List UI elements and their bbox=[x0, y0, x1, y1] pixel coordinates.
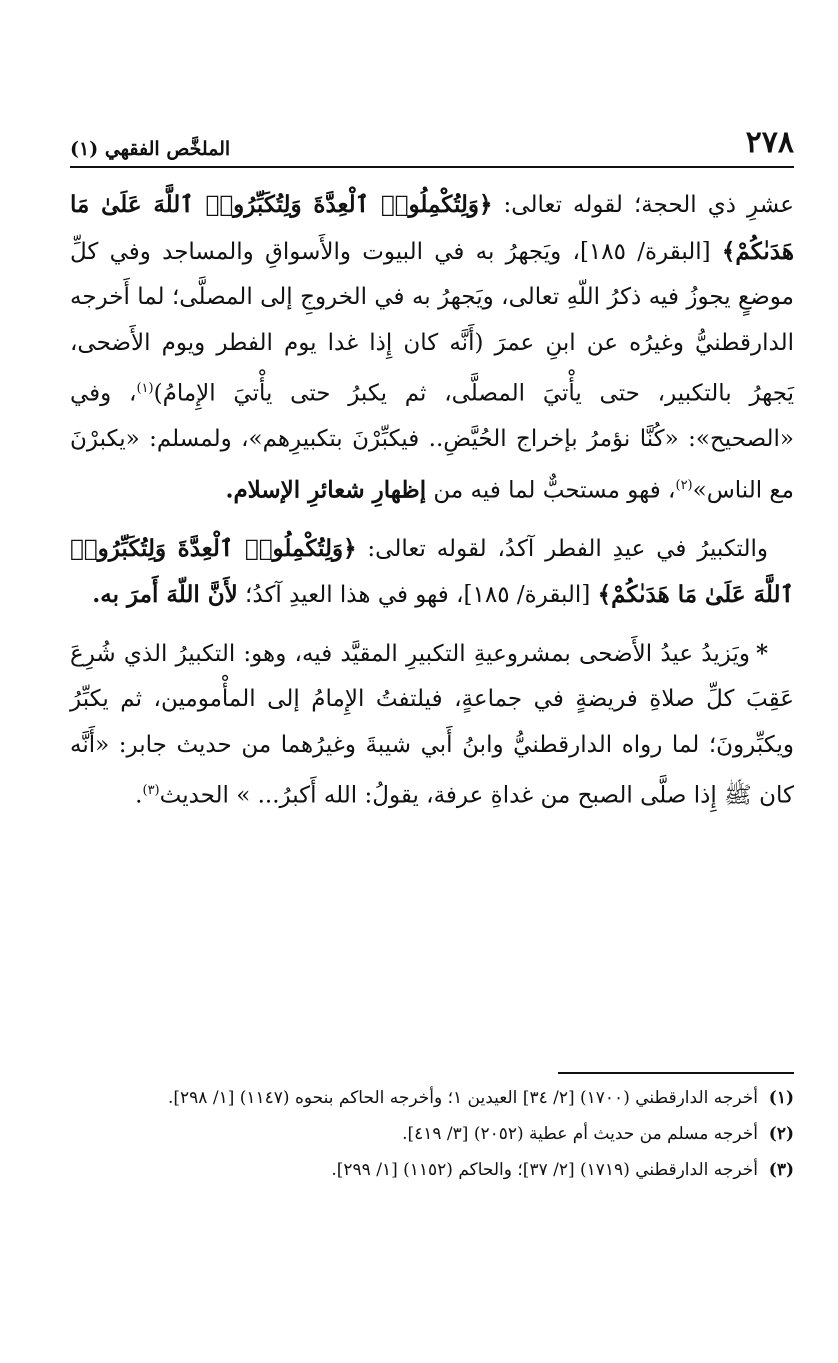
footnote-number: (٢) bbox=[768, 1124, 794, 1144]
paragraph-1-text-d: ، فهو مستحبٌّ لما فيه من bbox=[426, 477, 676, 504]
footnote-text: أخرجه مسلم من حديث أم عطية (٢٠٥٢) [٣/ ٤١٩]. bbox=[402, 1124, 758, 1144]
running-title: الملخَّص الفقهي (١) bbox=[70, 138, 231, 160]
footnote-2 bbox=[70, 1116, 794, 1152]
paragraph-1-text-a: عشرِ ذي الحجة؛ لقوله تعالى: bbox=[492, 192, 794, 218]
paragraph-2 bbox=[70, 526, 794, 619]
paragraph-1-text-b: [البقرة/ ١٨٥]، ويَجهرُ به في البيوت والأَسواقِ والمساجد وفي كلِّ موضعٍ يجوزُ فيه ذكرُ اللّهِ تعالى، ويَجهرُ به في الخروجِ إلى المصلَّى؛ لما أَخرجه الدارقطنيُّ وغيرُه عن ابنِ عمرَ (أَنَّه كان إِذا غدا يوم الفطر ويوم الأَضحى، يَجهرُ بالتكبير، حتى يأْتيَ المصلَّى، ثم يكبرُ حتى يأْتيَ الإِمامُ) bbox=[70, 238, 794, 407]
footnotes bbox=[70, 1080, 794, 1188]
paragraph-3-text-a: ويَزيدُ عيدُ الأَضحى بمشروعيةِ التكبيرِ المقيَّد فيه، وهو: التكبيرُ الذي شُرِعَ عَقِبَ كلِّ صلاةِ فريضةٍ في جماعةٍ، فيلتفتُ الإِمامُ إلى المأْمومين، ثم يكبِّرُ ويكبِّرونَ؛ لما رواه الدارقطنيُّ وابنُ أَبي شيبةَ وغيرُهما من حديث جابر: «أَنَّه كان ﷺ إِذا صلَّى الصبح من غداةِ عرفة، يقولُ: الله أَكبرُ... » الحديث bbox=[70, 640, 794, 809]
paragraph-3 bbox=[70, 631, 794, 820]
paragraph-1-text-c: ، وفي «الصحيح»: «كُنَّا نؤمرُ بإخراج الحُيَّضِ.. فيكبِّرْنَ بتكبيرِهم»، ولمسلم: «يكبرْنَ مع الناس» bbox=[70, 380, 794, 504]
footnote-ref-2[interactable]: (٢) bbox=[675, 477, 693, 493]
quran-verse: ﴿وَلِتُكْمِلُوا۟ ٱلْعِدَّةَ وَلِتُكَبِّرُوا۟ ٱللَّهَ عَلَىٰ مَا هَدَىٰكُمْ﴾ bbox=[70, 534, 794, 609]
asterisk-bullet-icon: * bbox=[755, 639, 768, 667]
footnote-divider bbox=[558, 1072, 794, 1074]
footnote-number: (٣) bbox=[768, 1160, 794, 1180]
book-page bbox=[70, 110, 794, 831]
quran-verse: ﴿وَلِتُكْمِلُوا۟ ٱلْعِدَّةَ وَلِتُكَبِّرُوا۟ ٱللَّهَ عَلَىٰ مَا هَدَىٰكُمْ﴾ bbox=[70, 191, 794, 265]
footnote-number: (١) bbox=[768, 1088, 794, 1108]
footnote-text: أخرجه الدارقطني (١٧١٩) [٢/ ٣٧]؛ والحاكم (١١٥٢) [١/ ٢٩٩]. bbox=[331, 1160, 758, 1180]
page-header bbox=[70, 110, 794, 168]
main-text bbox=[70, 182, 794, 819]
footnote-ref-1[interactable]: (١) bbox=[136, 381, 154, 396]
paragraph-2-text-a: والتكبيرُ في عيدِ الفطر آكدُ، لقوله تعالى: bbox=[356, 535, 768, 562]
paragraph-2-bold-end: لأَنَّ اللّهَ أَمرَ به. bbox=[92, 581, 238, 609]
paragraph-3-end: . bbox=[135, 782, 143, 809]
footnote-ref-3[interactable]: (٣) bbox=[142, 783, 160, 799]
paragraph-1 bbox=[70, 182, 794, 514]
paragraph-1-bold-end: إظهارِ شعائرِ الإسلام. bbox=[225, 476, 427, 504]
page-number: ٢٧٨ bbox=[745, 125, 794, 160]
footnote-1 bbox=[70, 1080, 794, 1116]
footnote-text: أخرجه الدارقطني (١٧٠٠) [٢/ ٣٤] العيدين ١؛ وأخرجه الحاكم بنحوه (١١٤٧) [١/ ٢٩٨]. bbox=[167, 1088, 758, 1108]
paragraph-2-text-b: [البقرة/ ١٨٥]، فهو في هذا العيدِ آكدُ؛ bbox=[237, 582, 598, 609]
footnote-3 bbox=[70, 1152, 794, 1188]
